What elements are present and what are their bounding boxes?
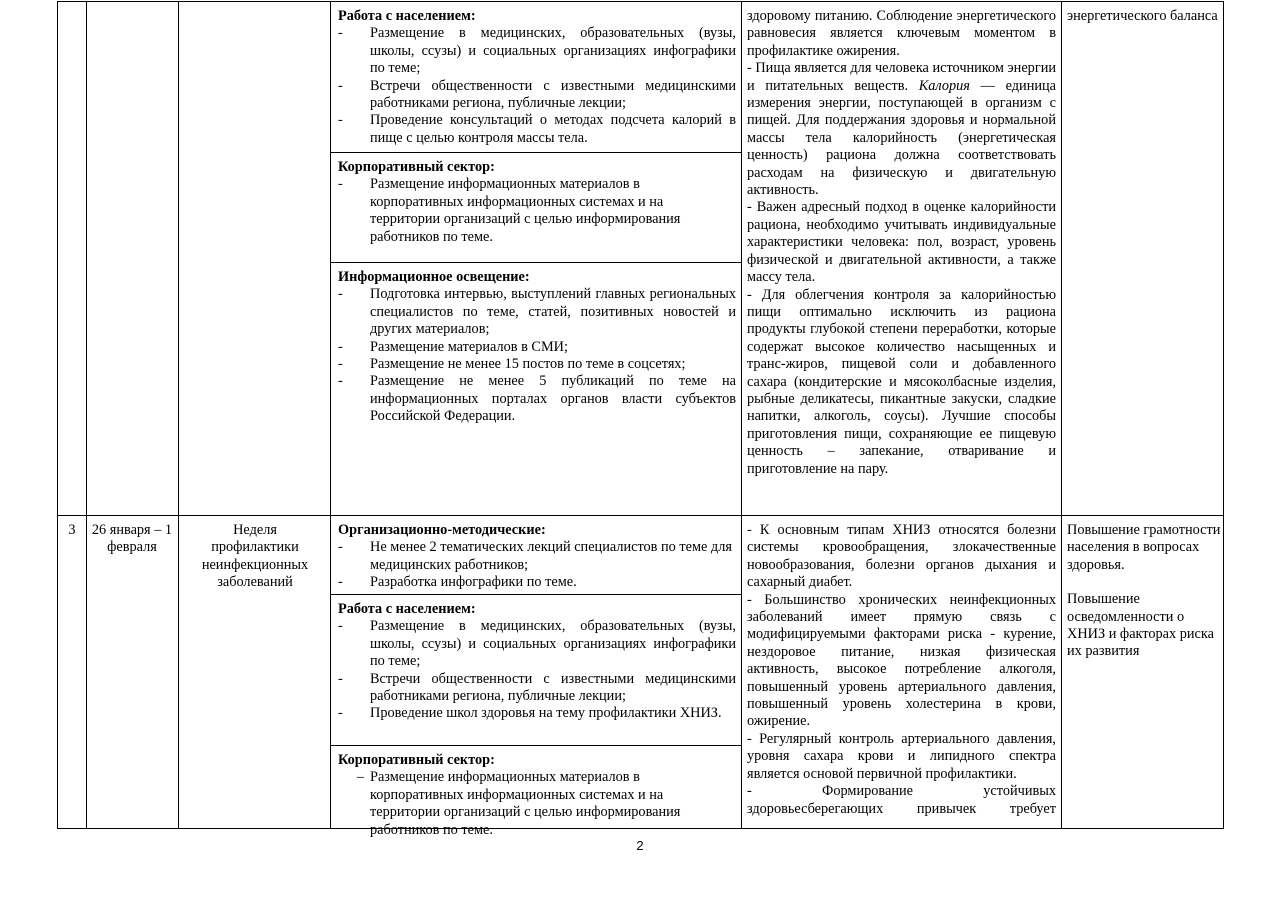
- row3-info-cell: [747, 522, 1056, 827]
- info-paragraph: здоровому питанию. Соблюдение энергетического равновесия является ключевым моментом в профилактике ожирения.: [747, 8, 1056, 59]
- info-paragraph: - К основным типам ХНИЗ относятся болезни системы кровообращения, злокачественные новообразования, болезни органов дыхания и сахарный диабет.: [747, 522, 1056, 591]
- list-item: - Размещение материалов в СМИ;: [338, 338, 568, 355]
- section-heading: Корпоративный сектор:: [338, 159, 495, 175]
- list-item: - Размещение в медицинских, образовательных (вузы, школы, ссузы) и социальных организациях инфографики по теме;: [338, 618, 736, 670]
- list-item: - Разработка инфографики по теме.: [338, 574, 577, 591]
- table-border: [330, 594, 742, 595]
- section-heading: Информационное освещение:: [338, 269, 530, 285]
- top-media-cell: [338, 269, 736, 469]
- info-paragraph: - Важен адресный подход в оценке калорийности рациона, необходимо учитывать индивидуальные характеристики человека: пол, возраст, уровень физической и двигательной активности, а также массу тела.: [747, 199, 1056, 286]
- result-text: Повышение осведомленности о ХНИЗ и факторах риска их развития: [1067, 591, 1214, 660]
- table-border: [330, 262, 742, 263]
- table-border: [1061, 1, 1062, 828]
- row3-corporate-cell: [338, 752, 736, 838]
- list-item: - Размещение в медицинских, образовательных (вузы, школы, ссузы) и социальных организациях инфографики по теме;: [338, 25, 736, 77]
- list-item: - Встречи общественности с известными медицинскими работниками региона, публичные лекции;: [338, 670, 736, 705]
- page-number: 2: [636, 838, 644, 853]
- top-info-cell: [747, 8, 1056, 513]
- table-border: [330, 152, 742, 153]
- row-date: 26 января – 1 февраля: [91, 522, 173, 556]
- table-border: [330, 1, 331, 828]
- row-week-title: Неделя профилактики неинфекционных заболеваний: [201, 522, 309, 591]
- table-border: [86, 1, 87, 828]
- list-item: - Проведение школ здоровья на тему профилактики ХНИЗ.: [338, 705, 722, 722]
- list-item: - Подготовка интервью, выступлений главных региональных специалистов по теме, статей, позитивных новостей и других материалов;: [338, 286, 736, 338]
- result-text: Повышение грамотности населения в вопросах здоровья.: [1067, 522, 1221, 573]
- section-heading: Работа с населением:: [338, 601, 476, 617]
- section-heading: Организационно-методические:: [338, 522, 546, 538]
- list-item: – Размещение информационных материалов в корпоративных информационных системах и на территории организаций с целью информирования работников по теме.: [356, 769, 681, 838]
- row3-result-cell: [1067, 522, 1221, 682]
- row-number: 3: [68, 522, 76, 538]
- section-heading: Корпоративный сектор:: [338, 752, 495, 768]
- list-item: - Размещение не менее 15 постов по теме в соцсетях;: [338, 356, 686, 373]
- table-border: [741, 1, 742, 828]
- list-item: - Проведение консультаций о методах подсчета калорий в пище с целью контроля массы тела.: [338, 112, 736, 146]
- info-paragraph: - Формирование устойчивых здоровьесберегающих привычек требует: [747, 783, 1056, 817]
- row3-population-cell: [338, 601, 736, 743]
- table-border: [57, 1, 58, 828]
- top-corporate-cell: [338, 159, 736, 259]
- info-paragraph: - Большинство хронических неинфекционных заболеваний имеет прямую связь с модифицируемыми факторами риска - курение, нездоровое питание, низкая физическая активность, высокое потребление алкоголя, повышенный уровень артериального давления, повышенный уровень холестерина в крови, ожирение.: [747, 591, 1056, 730]
- result-text: энергетического баланса: [1067, 8, 1218, 24]
- info-paragraph: - Пища является для человека источником энергии и питательных веществ. Калория — единица измерения энергии, поступающей в организм с пищей. Для поддержания здоровья и нормальной массы тела калорийность (энергетическая ценность) рациона должна соответствовать расходам на физическую и двигательную активность.: [747, 60, 1057, 199]
- info-paragraph: - Регулярный контроль артериального давления, уровня сахара крови и липидного спектра является основой первичной профилактики.: [747, 730, 1056, 782]
- top-population-cell: [338, 8, 736, 150]
- table-border: [57, 515, 1224, 516]
- table-border: [178, 1, 179, 828]
- list-item: - Размещение не менее 5 публикаций по теме на информационных порталах органов власти субъектов Российской Федерации.: [338, 373, 736, 425]
- section-heading: Работа с населением:: [338, 8, 476, 24]
- table-border: [1223, 1, 1224, 828]
- list-item: - Встречи общественности с известными медицинскими работниками региона, публичные лекции;: [338, 77, 736, 112]
- list-item: - Размещение информационных материалов в корпоративных информационных системах и на территории организаций с целью информирования работников по теме.: [338, 176, 681, 245]
- table-border: [57, 1, 1224, 2]
- row3-method-cell: [338, 522, 736, 592]
- table-border: [330, 745, 742, 746]
- top-result-cell: [1067, 8, 1219, 68]
- info-paragraph: - Для облегчения контроля за калорийностью пищи оптимально исключить из рациона продукты глубокой степени переработки, которые содержат высокое количество насыщенных и транс-жиров, пищевой соли и добавленного сахара (кондитерские и мясоколбасные изделия, рыбные деликатесы, пикантные закуски, сладкие напитки, алкоголь, соусы). Лучшие способы приготовления пищи, сохраняющие ее пищевую ценность – запекание, отваривание и приготовление на пару.: [747, 286, 1056, 477]
- list-item: - Не менее 2 тематических лекций специалистов по теме для медицинских работников;: [338, 539, 732, 573]
